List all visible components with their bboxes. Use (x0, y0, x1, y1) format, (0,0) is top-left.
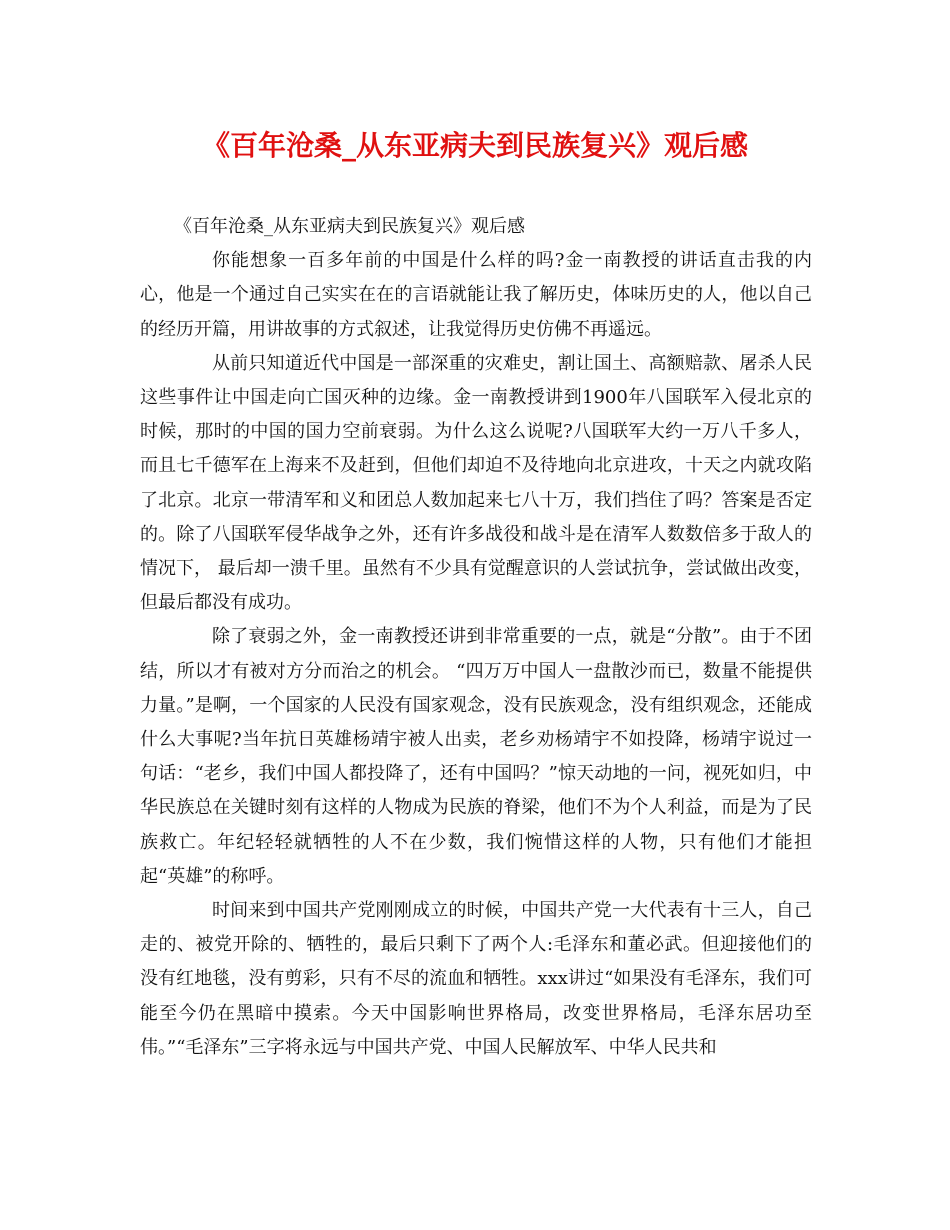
document-body (140, 210, 812, 1065)
paragraph-4: 时间来到中国共产党刚刚成立的时候，中国共产党一大代表有十三人，自己走的、被党开除的、牺牲的，最后只剩下了两个人:毛泽东和董必武。但迎接他们的没有红地毯，没有剪彩，只有不尽的流血和牺牲。xxx讲过“如果没有毛泽东，我们可能至今仍在黑暗中摸索。今天中国影响世界格局，改变世界格局，毛泽东居功至伟。”“毛泽东”三字将永远与中国共产党、中国人民解放军、中华人民共和 (140, 900, 812, 1058)
document-title: 《百年沧桑_从东亚病夫到民族复兴》观后感 (201, 129, 748, 162)
paragraph-2: 从前只知道近代中国是一部深重的灾难史，割让国土、高额赔款、屠杀人民这些事件让中国走向亡国灭种的边缘。金一南教授讲到1900年八国联军入侵北京的时候，那时的中国的国力空前衰弱。为什么这么说呢?八国联军大约一万八千多人，而且七千德军在上海来不及赶到，但他们却迫不及待地向北京进攻，十天之内就攻陷了北京。北京一带清军和义和团总人数加起来七八十万，我们挡住了吗？答案是否定的。除了八国联军侵华战争之外，还有许多战役和战斗是在清军人数数倍多于敌人的情况下， 最后却一溃千里。虽然有不少具有觉醒意识的人尝试抗争，尝试做出改变，但最后都没有成功。 (140, 352, 812, 614)
paragraph-1: 你能想象一百多年前的中国是什么样的吗?金一南教授的讲话直击我的内心，他是一个通过自己实实在在的言语就能让我了解历史，体味历史的人，他以自己的经历开篇，用讲故事的方式叙述，让我觉得历史仿佛不再遥远。 (140, 250, 812, 340)
paragraph-3: 除了衰弱之外，金一南教授还讲到非常重要的一点，就是“分散”。由于不团结，所以才有被对方分而治之的机会。 “四万万中国人一盘散沙而已，数量不能提供力量。”是啊，一个国家的人民没有国家观念，没有民族观念，没有组织观念，还能成什么大事呢?当年抗日英雄杨靖宇被人出卖，老乡劝杨靖宇不如投降，杨靖宇说过一句话：“老乡，我们中国人都投降了，还有中国吗？”惊天动地的一问，视死如归，中华民族总在关键时刻有这样的人物成为民族的脊梁，他们不为个人利益，而是为了民族救亡。年纪轻轻就牺牲的人不在少数，我们惋惜这样的人物，只有他们才能担起“英雄”的称呼。 (140, 626, 812, 887)
document-subtitle: 《百年沧桑_从东亚病夫到民族复兴》观后感 (174, 216, 525, 237)
